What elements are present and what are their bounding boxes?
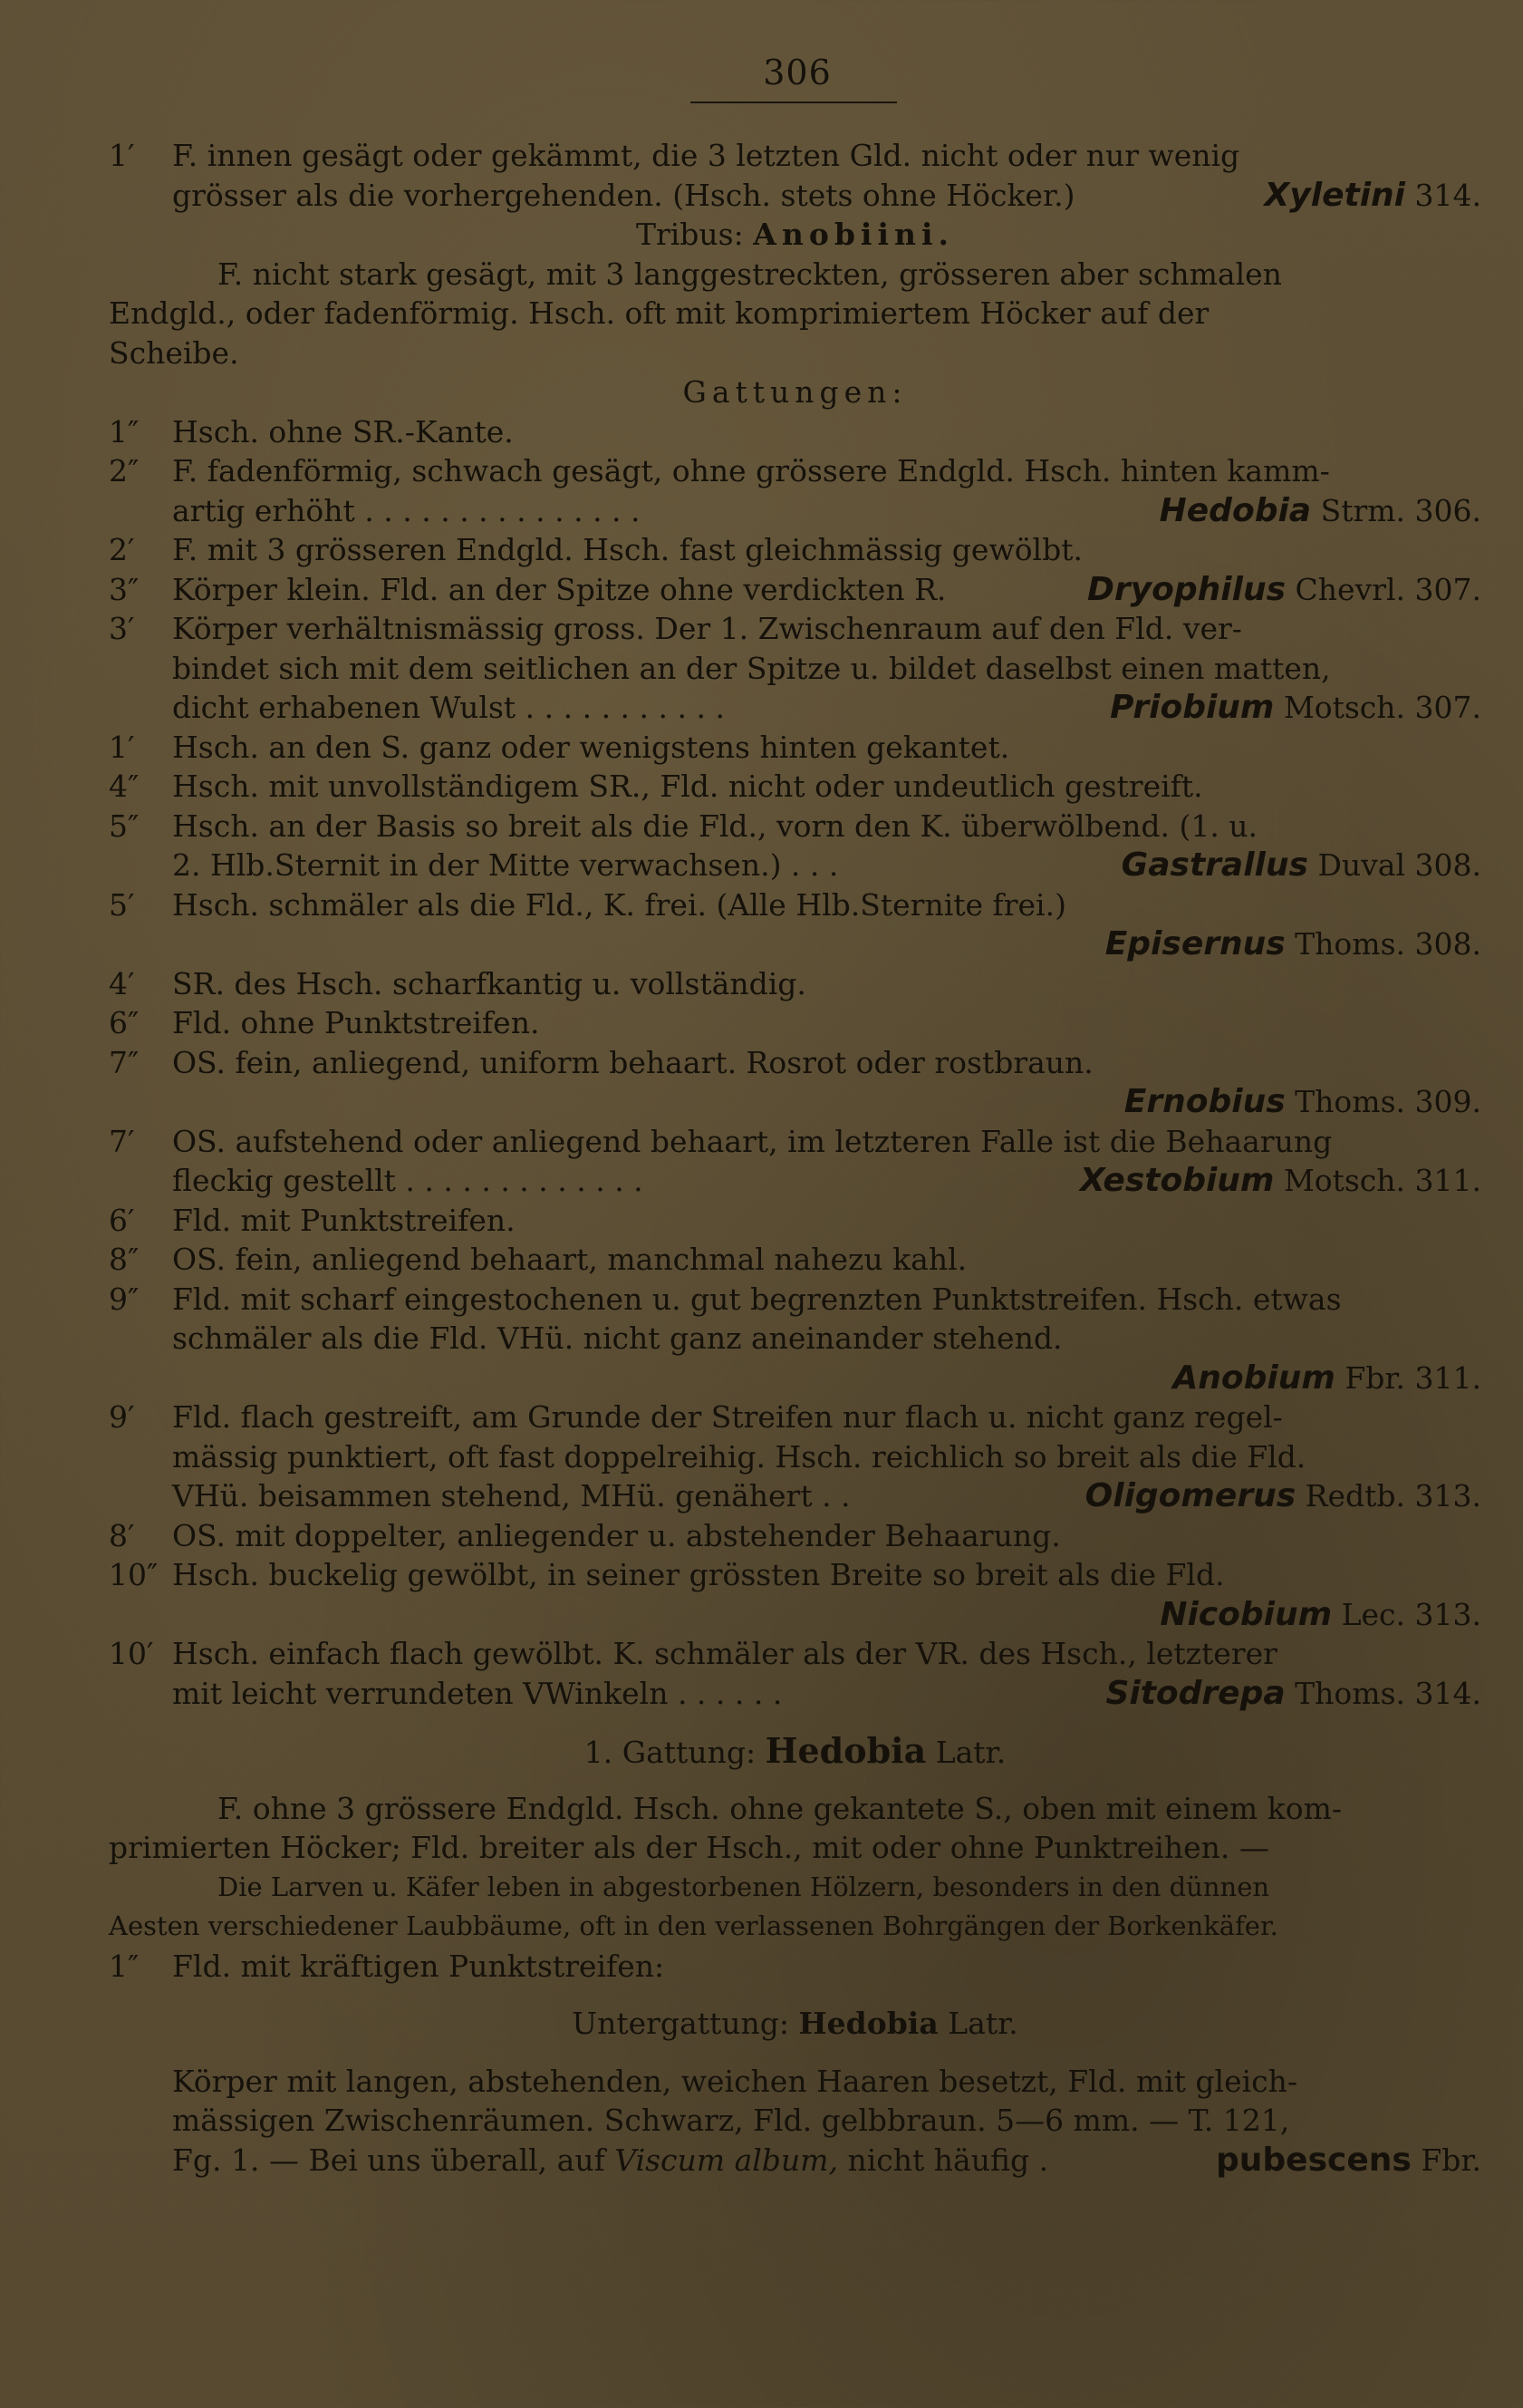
line-text: F. nicht stark gesägt, mit 3 langgestreckten, grösseren aber schmalen [217, 256, 1282, 292]
genus-name: Hedobia [1159, 491, 1312, 529]
tribus-name: Anobiini. [753, 217, 955, 252]
key-line-continuation [109, 846, 1481, 885]
key-marker: 1″ [109, 413, 140, 450]
key-marker: 1′ [109, 729, 135, 765]
key-marker: 10′ [109, 1636, 154, 1671]
line-text: dicht erhabenen Wulst . . . . . . . . . . . [172, 690, 725, 725]
line-text: artig erhöht . . . . . . . . . . . . . . . [172, 492, 641, 528]
key-line-continuation [109, 649, 1481, 689]
line-text: bindet sich mit dem seitlichen an der Spitze u. bildet daselbst einen matten, [172, 650, 1331, 686]
line-text: Hsch. mit unvollständigem SR., Fld. nicht oder undeutlich gestreift. [172, 769, 1203, 804]
key-line [109, 807, 1481, 846]
key-marker: 6″ [109, 1005, 140, 1040]
line-text: Fg. 1. — Bei uns überall, auf [172, 2142, 605, 2178]
genus-author-page: Strm. 306. [1320, 492, 1481, 528]
genus-author-page: Motsch. 311. [1283, 1163, 1481, 1198]
key-marker: 7″ [109, 1044, 140, 1080]
line-text: grösser als die vorhergehenden. (Hsch. stets ohne Höcker.) [172, 177, 1075, 213]
key-marker: 8″ [109, 1242, 140, 1277]
species-description-line [109, 2062, 1481, 2102]
line-text: Körper klein. Fld. an der Spitze ohne verdickten R. [172, 571, 947, 607]
line-text: Aesten verschiedener Laubbäume, oft in den verlassenen Bohrgängen der Borkenkäfer. [109, 1910, 1278, 1941]
line-text: Fld. mit scharf eingestochenen u. gut begrenzten Punktstreifen. Hsch. etwas [172, 1281, 1342, 1317]
line-text: Hsch. buckelig gewölbt, in seiner grössten Breite so breit als die Fld. [172, 1557, 1225, 1592]
genus-author-page: Thoms. 314. [1295, 1675, 1481, 1711]
line-text: Scheibe. [109, 334, 239, 371]
paragraph-line [109, 294, 1481, 334]
key-line-continuation [109, 1319, 1481, 1359]
paragraph-line [109, 1907, 1481, 1947]
genus-author-page: Thoms. 309. [1295, 1084, 1481, 1119]
paragraph-line [109, 255, 1481, 295]
key-line-continuation [109, 1161, 1481, 1201]
key-marker: 4″ [109, 769, 140, 804]
genus-author-page: Duval 308. [1317, 847, 1481, 883]
line-text: Körper verhältnismässig gross. Der 1. Zwischenraum auf den Fld. ver- [172, 611, 1242, 646]
line-text: mässig punktiert, oft fast doppelreihig. Hsch. reichlich so breit als die Fld. [172, 1438, 1306, 1475]
key-line-continuation [109, 176, 1481, 216]
species-author: Fbr. [1421, 2142, 1481, 2178]
tribus-heading [109, 215, 1481, 255]
key-line [109, 767, 1481, 807]
key-line [109, 1003, 1481, 1043]
genus-result-line [109, 924, 1481, 964]
line-text: Fld. ohne Punktstreifen. [172, 1005, 540, 1040]
key-line-continuation [109, 688, 1481, 728]
heading-label: Tribus: [635, 217, 744, 252]
key-line [109, 1280, 1481, 1320]
genus-name: Xestobium [1079, 1162, 1275, 1199]
key-line-continuation [109, 1476, 1481, 1516]
genus-name: Sitodrepa [1105, 1674, 1286, 1712]
key-line [109, 1397, 1481, 1437]
genus-name: Nicobium [1160, 1595, 1333, 1633]
genus-author-page: Motsch. 307. [1283, 690, 1481, 725]
line-text: Hsch. ohne SR.-Kante. [172, 413, 514, 450]
line-text: Die Larven u. Käfer leben in abgestorbenen Hölzern, besonders in den dünnen [217, 1871, 1270, 1902]
key-line [109, 609, 1481, 649]
key-marker: 1″ [109, 1948, 140, 1984]
key-marker: 3″ [109, 571, 140, 607]
line-text: F. innen gesägt oder gekämmt, die 3 letzten Gld. nicht oder nur wenig [172, 138, 1240, 173]
line-text: F. mit 3 grösseren Endgld. Hsch. fast gleichmässig gewölbt. [172, 532, 1083, 567]
key-line [109, 412, 1481, 452]
host-plant: Viscum album, [614, 2142, 838, 2178]
line-text: OS. fein, anliegend behaart, manchmal nahezu kahl. [172, 1242, 968, 1277]
genus-name: Anobium [1172, 1359, 1335, 1397]
genus-author-page: Thoms. 308. [1295, 926, 1481, 962]
line-text: F. fadenförmig, schwach gesägt, ohne grössere Endgld. Hsch. hinten kamm- [172, 453, 1330, 488]
genus-heading-author: Latr. [935, 1735, 1007, 1770]
key-line [109, 1555, 1481, 1595]
species-name: pubescens [1216, 2141, 1412, 2179]
key-line [109, 1634, 1481, 1674]
line-text: F. ohne 3 grössere Endgld. Hsch. ohne gekantete S., oben mit einem kom- [217, 1790, 1343, 1826]
genus-name: Oligomerus [1084, 1477, 1296, 1514]
heading-label: Untergattung: [572, 2006, 789, 2041]
key-marker: 3′ [109, 611, 135, 646]
line-text: Endgld., oder fadenförmig. Hsch. oft mit komprimiertem Höcker auf der [109, 295, 1210, 331]
page-number-rule [690, 102, 897, 103]
line-text: Fld. mit kräftigen Punktstreifen: [172, 1948, 665, 1984]
key-line-continuation [109, 491, 1481, 531]
key-line-continuation [109, 1437, 1481, 1477]
key-line [109, 530, 1481, 570]
line-text: Hsch. an der Basis so breit als die Fld., vorn den K. überwölbend. (1. u. [172, 808, 1258, 844]
key-line [109, 1122, 1481, 1162]
species-description-line [109, 2101, 1481, 2141]
paragraph-line [109, 334, 1481, 373]
key-marker: 9″ [109, 1281, 140, 1317]
genus-author-page: Lec. 313. [1341, 1596, 1481, 1632]
line-text: mit leicht verrundeten VWinkeln . . . . . . [172, 1675, 783, 1711]
heading-label: Gattungen: [682, 374, 908, 410]
line-text: OS. fein, anliegend, uniform behaart. Rosrot oder rostbraun. [172, 1044, 1094, 1080]
paragraph-line [109, 1868, 1481, 1908]
line-text: VHü. beisammen stehend, MHü. genähert . . [172, 1478, 851, 1513]
genus-author-page: Chevrl. 307. [1295, 571, 1481, 607]
line-text: OS. mit doppelter, anliegender u. abstehender Behaarung. [172, 1517, 1061, 1553]
genus-name: Priobium [1110, 689, 1275, 726]
genus-name: Dryophilus [1087, 570, 1287, 608]
key-line-continuation [109, 1674, 1481, 1714]
paragraph-line [109, 1828, 1481, 1868]
line-text: mässigen Zwischenräumen. Schwarz, Fld. gelbbraun. 5—6 mm. — T. 121, [172, 2103, 1290, 2138]
key-line [109, 885, 1481, 925]
key-line [109, 1240, 1481, 1280]
key-line [109, 570, 1481, 610]
genus-name: Xyletini [1264, 176, 1406, 214]
line-text: Körper mit langen, abstehenden, weichen Haaren besetzt, Fld. mit gleich- [172, 2063, 1298, 2099]
key-line [109, 1516, 1481, 1556]
genera-heading [109, 372, 1481, 412]
genus-heading [109, 1731, 1481, 1771]
key-marker: 9′ [109, 1399, 135, 1435]
line-text: primierten Höcker; Fld. breiter als der Hsch., mit oder ohne Punktreihen. — [109, 1830, 1269, 1865]
genus-name: Episernus [1104, 925, 1286, 962]
line-text: OS. aufstehend oder anliegend behaart, im letzteren Falle ist die Behaarung [172, 1123, 1333, 1159]
genus-name: Ernobius [1123, 1083, 1286, 1120]
key-marker: 5″ [109, 808, 140, 844]
key-line [109, 1947, 1481, 1987]
line-text: Hsch. einfach flach gewölbt. K. schmäler als der VR. des Hsch., letzterer [172, 1636, 1277, 1671]
subgenus-name: Hedobia [798, 2006, 939, 2041]
subgenus-author: Latr. [948, 2006, 1018, 2041]
line-text-2: nicht häufig . [847, 2142, 1049, 2178]
genus-result-line [109, 1595, 1481, 1635]
key-marker: 2′ [109, 532, 135, 567]
line-text: Fld. mit Punktstreifen. [172, 1202, 516, 1238]
genus-author-page: Fbr. 311. [1345, 1359, 1481, 1396]
page-number: 306 [763, 53, 832, 92]
subgenus-heading [109, 2004, 1481, 2044]
heading-label: 1. Gattung: [583, 1735, 757, 1770]
key-line [109, 1201, 1481, 1241]
key-line [109, 1043, 1481, 1083]
genus-name: Gastrallus [1121, 846, 1308, 884]
genus-result-line [109, 1082, 1481, 1122]
text-body [109, 136, 1481, 2180]
genus-result-line [109, 1359, 1481, 1398]
key-marker: 4′ [109, 965, 135, 1001]
key-line [109, 451, 1481, 491]
key-marker: 1′ [109, 138, 135, 173]
key-line [109, 136, 1481, 176]
line-text: fleckig gestellt . . . . . . . . . . . . . [172, 1163, 643, 1198]
key-marker: 5′ [109, 886, 135, 923]
line-text: Fld. flach gestreift, am Grunde der Streifen nur flach u. nicht ganz regel- [172, 1399, 1283, 1435]
genus-author-page: 314. [1414, 177, 1481, 213]
line-text: 2. Hlb.Sternit in der Mitte verwachsen.) . . . [172, 847, 839, 883]
key-line [109, 728, 1481, 768]
key-marker: 7′ [109, 1123, 135, 1159]
line-text: SR. des Hsch. scharfkantig u. vollständig. [172, 965, 806, 1001]
key-marker: 2″ [109, 453, 140, 488]
line-text: schmäler als die Fld. VHü. nicht ganz aneinander stehend. [172, 1320, 1063, 1356]
genus-heading-name: Hedobia [765, 1730, 927, 1771]
key-line [109, 964, 1481, 1004]
key-marker: 10″ [109, 1557, 159, 1592]
line-text: Hsch. schmäler als die Fld., K. frei. (Alle Hlb.Sternite frei.) [172, 886, 1066, 923]
key-marker: 8′ [109, 1517, 135, 1553]
species-description-line [109, 2141, 1481, 2181]
key-marker: 6′ [109, 1202, 135, 1238]
genus-author-page: Redtb. 313. [1305, 1478, 1481, 1513]
line-text: Hsch. an den S. ganz oder wenigstens hinten gekantet. [172, 729, 1010, 765]
paragraph-line [109, 1789, 1481, 1829]
